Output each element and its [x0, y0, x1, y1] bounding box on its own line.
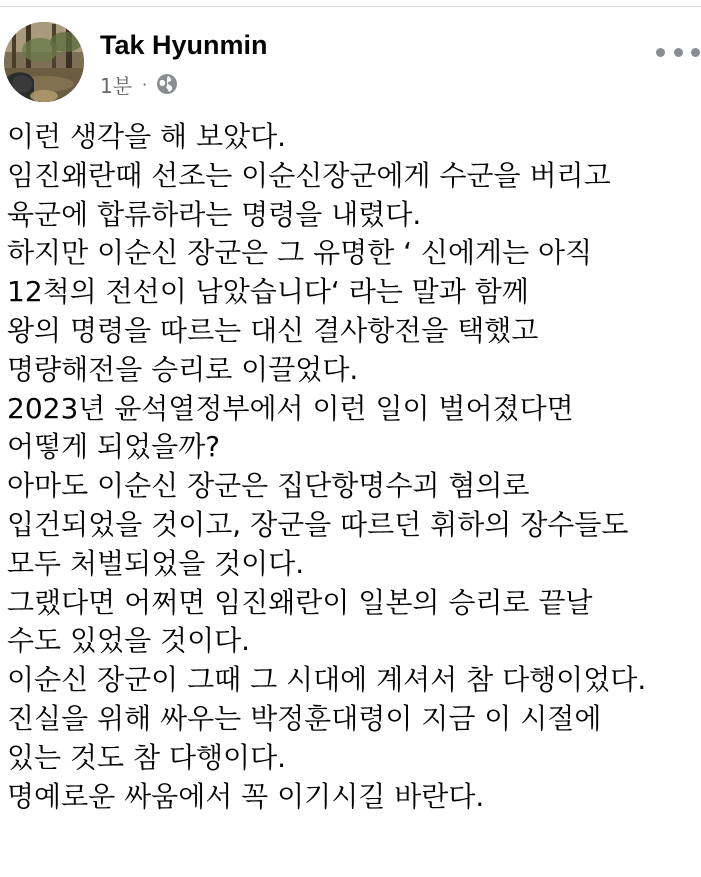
- more-dot: [674, 48, 683, 57]
- post-line: 있는 것도 참 다행이다.: [7, 740, 287, 774]
- post-line: 모두 처벌되었을 것이다.: [7, 546, 305, 580]
- post-line: 명예로운 싸움에서 꼭 이기시길 바란다.: [7, 779, 485, 813]
- post-line: 수도 있었을 것이다.: [7, 624, 251, 658]
- post-line: 육군에 합류하라는 명령을 내렸다.: [7, 197, 422, 231]
- post-line: 2023년 윤석열정부에서 이런 일이 벌어졌다면: [7, 391, 574, 425]
- avatar[interactable]: [4, 22, 84, 102]
- avatar-photo: [4, 22, 84, 102]
- post-line: 이순신 장군이 그때 그 시대에 계셔서 참 다행이었다.: [7, 663, 647, 697]
- post-line: 그랬다면 어쩌면 임진왜란이 일본의 승리로 끝날: [7, 585, 593, 619]
- post-line: 아마도 이순신 장군은 집단항명수괴 혐의로: [7, 469, 530, 503]
- more-horizontal-icon: [656, 48, 665, 57]
- post-time[interactable]: 1분: [100, 73, 133, 98]
- post-meta: [100, 70, 179, 98]
- post-line: 임진왜란때 선조는 이순신장군에게 수군을 버리고: [7, 158, 611, 192]
- author-name[interactable]: Tak Hyunmin: [100, 30, 268, 60]
- meta-separator: ·: [142, 74, 148, 94]
- more-dot: [691, 48, 700, 57]
- post-header: [0, 0, 701, 118]
- post-line: 입건되었을 것이고, 장군을 따르던 휘하의 장수들도: [7, 507, 629, 541]
- post-line: 왕의 명령을 따르는 대신 결사항전을 택했고: [7, 313, 539, 347]
- more-options-button[interactable]: [656, 38, 700, 66]
- post-line: 12척의 전선이 남았습니다‘ 라는 말과 함께: [7, 275, 529, 309]
- post-line: 하지만 이순신 장군은 그 유명한 ‘ 신에게는 아직: [7, 236, 593, 270]
- post-line: 어떻게 되었을까?: [7, 430, 221, 464]
- post-line: 명량해전을 승리로 이끌었다.: [7, 352, 359, 386]
- globe-icon[interactable]: [155, 72, 179, 96]
- post-line: 진실을 위해 싸우는 박정훈대령이 지금 이 시절에: [7, 701, 602, 735]
- post-text: [7, 118, 697, 816]
- post-line: 이런 생각을 해 보았다.: [7, 120, 287, 153]
